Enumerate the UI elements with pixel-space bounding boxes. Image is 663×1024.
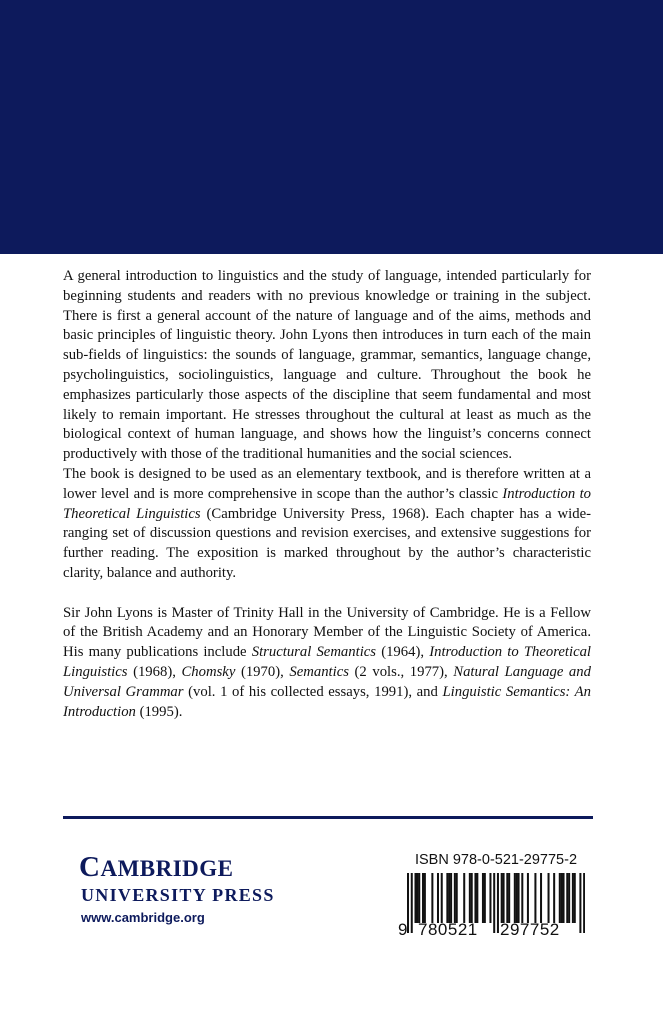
text-run: (1970), <box>235 663 290 680</box>
text-run: (Cambridge University Press, 1968). Each chapter has a wide-ranging set of discussion questions and revision exercises, and extensive suggestions for further reading. The exposition is marked throughout by the author’s characteristic clarity, balance and authority. <box>63 505 591 581</box>
divider-rule <box>63 816 593 819</box>
barcode-bar <box>489 873 491 923</box>
barcode-bar <box>476 873 478 923</box>
barcode-bar <box>463 873 465 923</box>
text-run: (1968), <box>127 663 182 680</box>
barcode-bar <box>418 873 420 923</box>
barcode-bar <box>411 873 413 933</box>
textbook-paragraph <box>63 465 591 584</box>
cover-color-band <box>0 0 663 254</box>
barcode-bar <box>534 873 536 923</box>
barcode-bar <box>441 873 443 923</box>
barcode-bar <box>493 873 495 933</box>
barcode-bar <box>527 873 529 923</box>
publisher-name <box>79 852 275 884</box>
text-run: The book is designed to be used as an elementary textbook, and is therefore written at a lower level and is more comprehensive in scope than the author’s classic <box>63 465 591 502</box>
barcode-bar <box>548 873 550 923</box>
barcode-bar <box>579 873 581 933</box>
publisher-name-rest: AMBRIDGE <box>100 856 234 881</box>
barcode-bar <box>482 873 484 923</box>
barcode-bar <box>574 873 576 923</box>
barcode-bar <box>446 873 448 923</box>
barcode-bar <box>469 873 471 923</box>
barcode-bar <box>448 873 450 923</box>
barcode-digit-group-left: 780521 <box>418 920 478 939</box>
publisher-logo <box>79 852 275 928</box>
barcode-bar <box>471 873 473 923</box>
barcode-bar <box>497 873 499 933</box>
book-title: Introduction to Theoretical Linguistics <box>63 485 591 522</box>
publisher-subtitle: UNIVERSITY PRESS <box>81 885 275 905</box>
barcode-bar <box>474 873 476 923</box>
barcode-bar <box>506 873 508 923</box>
barcode-bar <box>518 873 520 923</box>
barcode-digit-first: 9 <box>398 920 408 939</box>
barcode-bar <box>416 873 418 923</box>
barcode-bar <box>563 873 565 923</box>
book-title: Natural Language and Universal Grammar <box>63 663 591 700</box>
barcode-bar <box>521 873 523 923</box>
back-cover-blurb <box>63 267 591 722</box>
barcode-bar <box>514 873 516 923</box>
book-title: Chomsky <box>181 663 236 680</box>
barcode-bar <box>424 873 426 923</box>
text-run: (1995). <box>135 703 183 720</box>
barcode-bar <box>484 873 486 923</box>
barcode-bar <box>572 873 574 923</box>
text-run: Sir John Lyons is Master of Trinity Hall in the University of Cambridge. He is a Fellow of the British Academy and an Honorary Member of the Linguistic Society of America. His many publications include <box>63 604 591 661</box>
publisher-url: www.cambridge.org <box>81 910 205 925</box>
barcode-bar <box>540 873 542 923</box>
barcode-bar <box>568 873 570 923</box>
barcode-bar <box>503 873 505 923</box>
barcode-bar <box>437 873 439 923</box>
book-title: Structural Semantics <box>251 644 377 661</box>
barcode-bar <box>422 873 424 923</box>
barcode-bar <box>583 873 585 933</box>
barcode-bar <box>501 873 503 923</box>
isbn-label: ISBN 978-0-521-29775-2 <box>414 852 578 868</box>
barcode-bar <box>566 873 568 923</box>
barcode-bar <box>561 873 563 923</box>
text-run: (1964), <box>376 644 430 661</box>
description-paragraph: A general introduction to linguistics and the study of language, intended particularly for beginning students and readers with no previous knowledge or training in the subject. There is first a general account of the nature of language and of the aims, methods and basic principles of linguistic theory. John Lyons then introduces in turn each of the main sub-fields of linguistics: the sounds of language, grammar, semantics, language change, psycholinguistics, sociolinguistics, language and culture. Throughout the book he emphasizes particularly those aspects of the discipline that seem fundamental and most likely to remain important. He stresses throughout the cultural at least as much as the biological context of human language, and shows how the linguist’s concerns connect productively with those of the traditional humanities and the social sciences. <box>63 268 591 463</box>
barcode-digit-group-right: 297752 <box>500 920 560 939</box>
barcode-bar <box>414 873 416 923</box>
text-run: (vol. 1 of his collected essays, 1991), and <box>183 683 443 700</box>
barcode-bar <box>431 873 433 923</box>
barcode-bar <box>553 873 555 923</box>
barcode-bar <box>559 873 561 923</box>
text-run: (2 vols., 1977), <box>348 663 454 680</box>
barcode-bar <box>450 873 452 923</box>
barcode-bar <box>454 873 456 923</box>
barcode-bar <box>516 873 518 923</box>
book-title: Linguistic Semantics: An Introduction <box>63 683 591 720</box>
book-title: Introduction to Theoretical Linguistics <box>63 644 592 680</box>
barcode-bar <box>456 873 458 923</box>
publisher-initial: C <box>79 851 101 883</box>
book-title: Semantics <box>289 663 349 680</box>
barcode-bar <box>508 873 510 923</box>
author-bio-paragraph <box>63 604 591 723</box>
